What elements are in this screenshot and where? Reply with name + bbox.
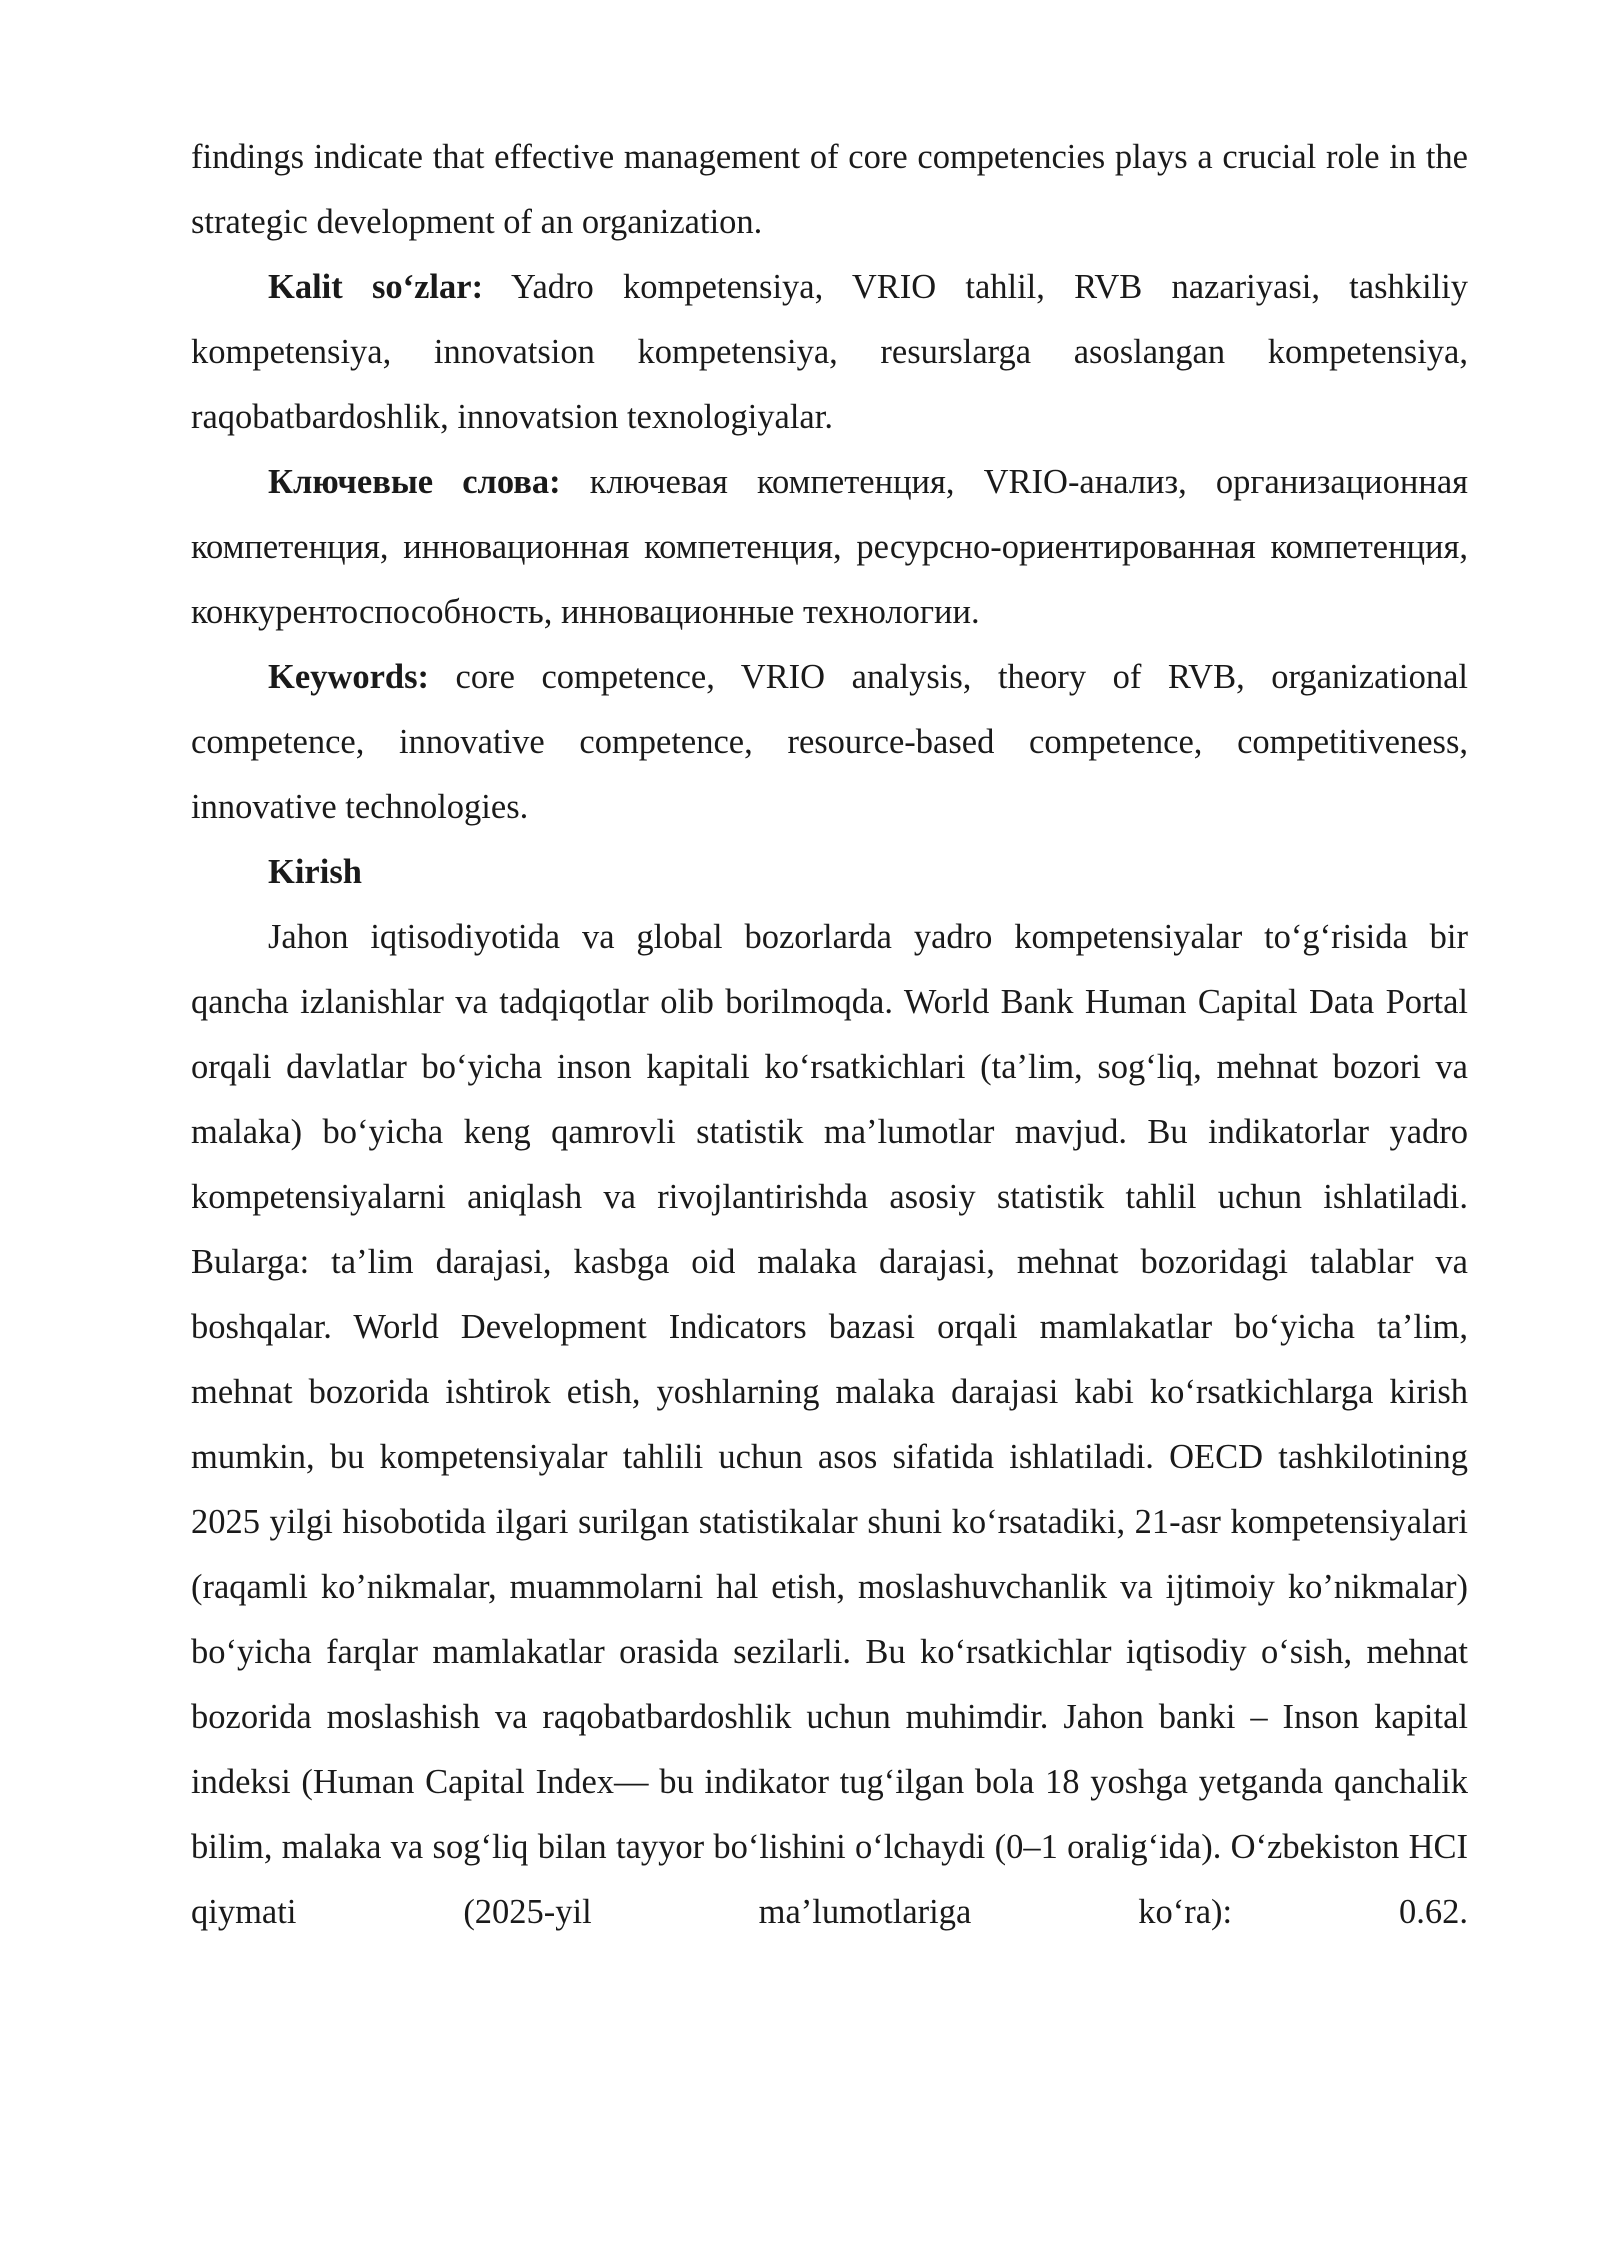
intro-paragraph: Jahon iqtisodiyotida va global bozorlarda yadro kompetensiyalar to‘g‘risida bir qancha izlanishlar va tadqiqotlar olib borilmoqda. World Bank Human Capital Data Portal orqali davlatlar bo‘yicha inson kapitali ko‘rsatkichlari (ta’lim, sog‘liq, mehnat bozori va malaka) bo‘yicha keng qamrovli statistik ma’lumotlar mavjud. Bu indikatorlar yadro kompetensiyalarni aniqlash va rivojlantirishda asosiy statistik tahlil uchun ishlatiladi. Bularga: ta’lim darajasi, kasbga oid malaka darajasi, mehnat bozoridagi talablar va boshqalar. World Development Indicators bazasi orqali mamlakatlar bo‘yicha ta’lim, mehnat bozorida ishtirok etish, yoshlarning malaka darajasi kabi ko‘rsatkichlarga kirish mumkin, bu kompetensiyalar tahlili uchun asos sifatida ishlatiladi. OECD tashkilotining 2025 yilgi hisobotida ilgari surilgan statistikalar shuni ko‘rsatadiki, 21-asr kompetensiyalari (raqamli ko’nikmalar, muammolarni hal etish, moslashuvchanlik va ijtimoiy ko’nikmalar) bo‘yicha farqlar mamlakatlar orasida sezilarli. Bu ko‘rsatkichlar iqtisodiy o‘sish, mehnat bozorida moslashish va raqobatbardoshlik uchun muhimdir. Jahon banki – Inson kapital indeksi (Human Capital Index— bu indikator tug‘ilgan bola 18 yoshga yetganda qanchalik bilim, malaka va sog‘liq bilan tayyor bo‘lishini o‘lchaydi (0–1 oralig‘ida). O‘zbekiston HCI qiymati (2025-yil ma’lumotlariga ko‘ra): 0.62. xyxy=(191,918,1468,1931)
keywords-uz-text: Yadro kompetensiya, VRIO tahlil, RVB nazariyasi, tashkiliy kompetensiya, innovatsion kompetensiya, resurslarga asoslangan kompetensiya, raqobatbardoshlik, innovatsion texnologiyalar. xyxy=(191,268,1468,436)
keywords-ru-text: ключевая компетенция, VRIO-анализ, организационная компетенция, инновационная компетенция, ресурсно-ориентированная компетенция, конкурентоспособность, инновационные технологии. xyxy=(191,463,1468,631)
keywords-en-label: Keywords: xyxy=(268,658,429,696)
keywords-ru-paragraph xyxy=(191,450,1468,645)
keywords-uz-label: Kalit so‘zlar: xyxy=(268,268,484,306)
keywords-uz-paragraph xyxy=(191,255,1468,450)
keywords-en-paragraph xyxy=(191,645,1468,840)
keywords-en-text: core competence, VRIO analysis, theory of RVB, organizational competence, innovative competence, resource-based competence, competitiveness, innovative technologies. xyxy=(191,658,1468,826)
keywords-ru-label: Ключевые слова: xyxy=(268,463,561,501)
section-heading-kirish: Kirish xyxy=(268,853,362,891)
document-page xyxy=(191,125,1468,1945)
abstract-en-tail: findings indicate that effective management of core competencies plays a crucial role in the strategic development of an organization. xyxy=(191,138,1468,241)
